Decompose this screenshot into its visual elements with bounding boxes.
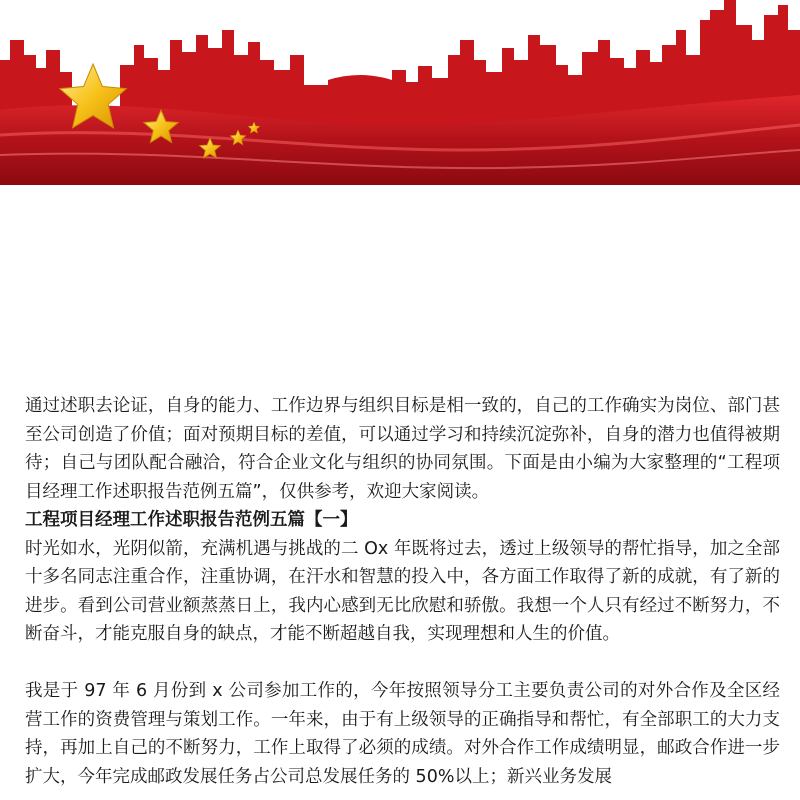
header-banner	[0, 0, 800, 185]
body-paragraph-2: 我是于 97 年 6 月份到 x 公司参加工作的，今年按照领导分工主要负责公司的对外合作及全区经营工作的资费管理与策划工作。一年来，由于有上级领导的正确指导和帮忙，有全部职工的大力支持，再加上自己的不断努力，工作上取得了必须的成绩。对外合作工作成绩明显，邮政合作进一步扩大，今年完成邮政发展任务占公司总发展任务的 50%以上；新兴业务发展	[25, 681, 780, 787]
intro-paragraph: 通过述职去论证，自身的能力、工作边界与组织目标是相一致的，自己的工作确实为岗位、部门甚至公司创造了价值；面对预期目标的差值，可以通过学习和持续沉淀弥补，自身的潜力也值得被期待；自己与团队配合融洽，符合企业文化与组织的协同氛围。下面是由小编为大家整理的“工程项目经理工作述职报告范例五篇”，仅供参考，欢迎大家阅读。	[25, 396, 780, 502]
document-body	[25, 392, 780, 791]
paragraph-spacer	[25, 649, 780, 678]
section-title: 工程项目经理工作述职报告范例五篇【一】	[25, 510, 358, 530]
body-paragraph-1: 时光如水，光阴似箭，充满机遇与挑战的二 Ox 年既将过去，透过上级领导的帮忙指导，加之全部十多名同志注重合作，注重协调，在汗水和智慧的投入中，各方面工作取得了新的成就，有了新的进步。看到公司营业额蒸蒸日上，我内心感到无比欣慰和骄傲。我想一个人只有经过不断努力，不断奋斗，才能克服自身的缺点，才能不断超越自我，实现理想和人生的价值。	[25, 538, 780, 644]
red-city-skyline-banner	[0, 0, 800, 185]
